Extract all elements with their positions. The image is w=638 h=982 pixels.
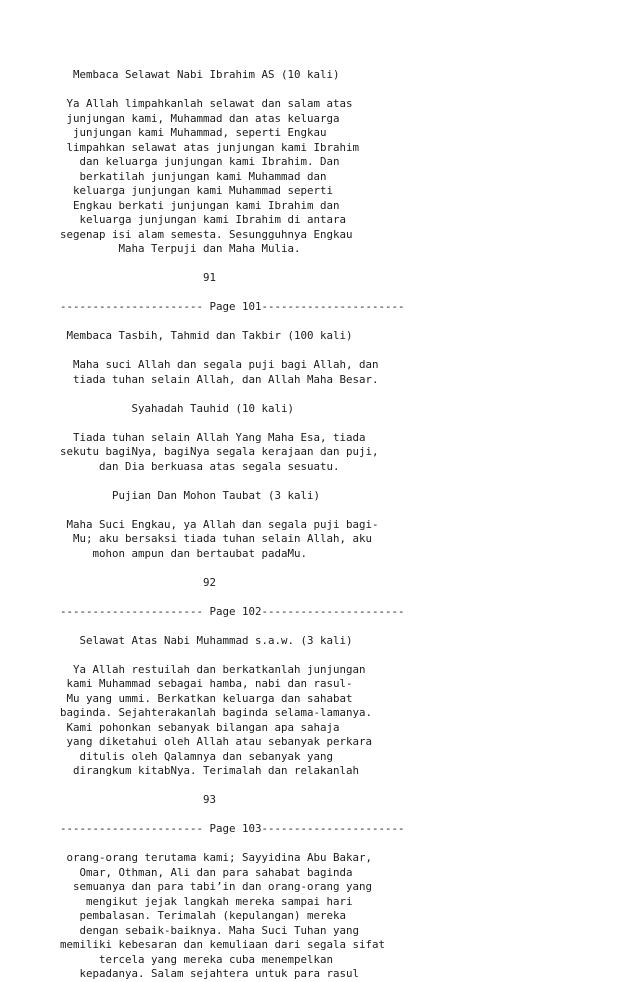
- text-line: Mu yang ummi. Berkatkan keluarga dan sahabat: [60, 691, 353, 705]
- text-line: Engkau berkati junjungan kami Ibrahim dan: [60, 198, 340, 212]
- page-number: 93: [60, 793, 217, 806]
- section-heading: Membaca Selawat Nabi Ibrahim AS (10 kali): [60, 68, 340, 81]
- text-line: Ya Allah limpahkanlah selawat dan salam atas: [60, 97, 353, 110]
- text-line: Kami pohonkan sebanyak bilangan apa sahaja: [60, 720, 340, 734]
- paragraph: [60, 358, 425, 387]
- text-line: kepadanya. Salam sejahtera untuk para rasul: [60, 967, 360, 980]
- text-line: dan keluarga junjungan kami Ibrahim. Dan: [60, 155, 340, 168]
- text-line: yang diketahui oleh Allah atau sebanyak perkara: [60, 735, 373, 748]
- text-line: orang-orang terutama kami; Sayyidina Abu Bakar,: [60, 851, 373, 864]
- page-number: 91: [60, 271, 217, 284]
- text-line: dirangkum kitabNya. Terimalah dan relakanlah: [60, 764, 360, 777]
- text-line: Tiada tuhan selain Allah Yang Maha Esa, tiada: [60, 430, 366, 444]
- document-text: [60, 68, 425, 982]
- text-line: tercela yang mereka cuba menempelkan: [60, 952, 334, 966]
- text-line: dengan sebaik-baiknya. Maha Suci Tuhan yang: [60, 923, 360, 937]
- section-heading: Membaca Tasbih, Tahmid dan Takbir (100 kali): [60, 329, 353, 342]
- text-line: berkatilah junjungan kami Muhammad dan: [60, 169, 327, 183]
- paragraph: [60, 431, 425, 475]
- text-line: keluarga junjungan kami Muhammad seperti: [60, 184, 334, 197]
- text-line: memiliki kebesaran dan kemuliaan dari segala sifat: [60, 938, 386, 951]
- text-line: ditulis oleh Qalamnya dan sebanyak yang: [60, 749, 334, 763]
- text-line: Maha Terpuji dan Maha Mulia.: [60, 242, 301, 255]
- section-heading: Pujian Dan Mohon Taubat (3 kali): [60, 488, 321, 502]
- text-line: Omar, Othman, Ali dan para sahabat baginda: [60, 865, 353, 879]
- section-heading: Syahadah Tauhid (10 kali): [60, 401, 295, 415]
- text-line: mohon ampun dan bertaubat padaMu.: [60, 546, 308, 560]
- page-separator: ---------------------- Page 101----------------------: [60, 300, 405, 313]
- paragraph: [60, 518, 425, 562]
- paragraph: [60, 97, 425, 257]
- page-separator: ---------------------- Page 103----------------------: [60, 822, 405, 835]
- text-line: segenap isi alam semesta. Sesungguhnya Engkau: [60, 227, 353, 241]
- text-line: sekutu bagiNya, bagiNya segala kerajaan dan puji,: [60, 445, 379, 458]
- text-line: Ya Allah restuilah dan berkatkanlah junjungan: [60, 662, 366, 676]
- text-line: pembalasan. Terimalah (kepulangan) mereka: [60, 909, 347, 922]
- text-line: keluarga junjungan kami Ibrahim di antara: [60, 213, 347, 226]
- text-line: junjungan kami, Muhammad dan atas keluarga: [60, 111, 340, 125]
- section-heading: Selawat Atas Nabi Muhammad s.a.w. (3 kali): [60, 633, 353, 647]
- text-line: Maha Suci Engkau, ya Allah dan segala puji bagi-: [60, 517, 379, 531]
- text-line: dan Dia berkuasa atas segala sesuatu.: [60, 459, 340, 473]
- paragraph: [60, 663, 425, 779]
- text-line: mengikut jejak langkah mereka sampai hari: [60, 894, 353, 908]
- page-number: 92: [60, 575, 217, 589]
- text-line: limpahkan selawat atas junjungan kami Ibrahim: [60, 140, 360, 154]
- text-line: tiada tuhan selain Allah, dan Allah Maha Besar.: [60, 372, 379, 386]
- text-line: kami Muhammad sebagai hamba, nabi dan rasul-: [60, 677, 353, 690]
- text-line: Maha suci Allah dan segala puji bagi Allah, dan: [60, 358, 379, 371]
- text-line: semuanya dan para tabi’in dan orang-orang yang: [60, 880, 373, 893]
- paragraph: [60, 851, 425, 982]
- text-line: junjungan kami Muhammad, seperti Engkau: [60, 126, 327, 139]
- page-separator: ---------------------- Page 102----------------------: [60, 604, 405, 618]
- text-line: baginda. Sejahterakanlah baginda selama-lamanya.: [60, 706, 373, 719]
- text-line: Mu; aku bersaksi tiada tuhan selain Allah, aku: [60, 532, 373, 545]
